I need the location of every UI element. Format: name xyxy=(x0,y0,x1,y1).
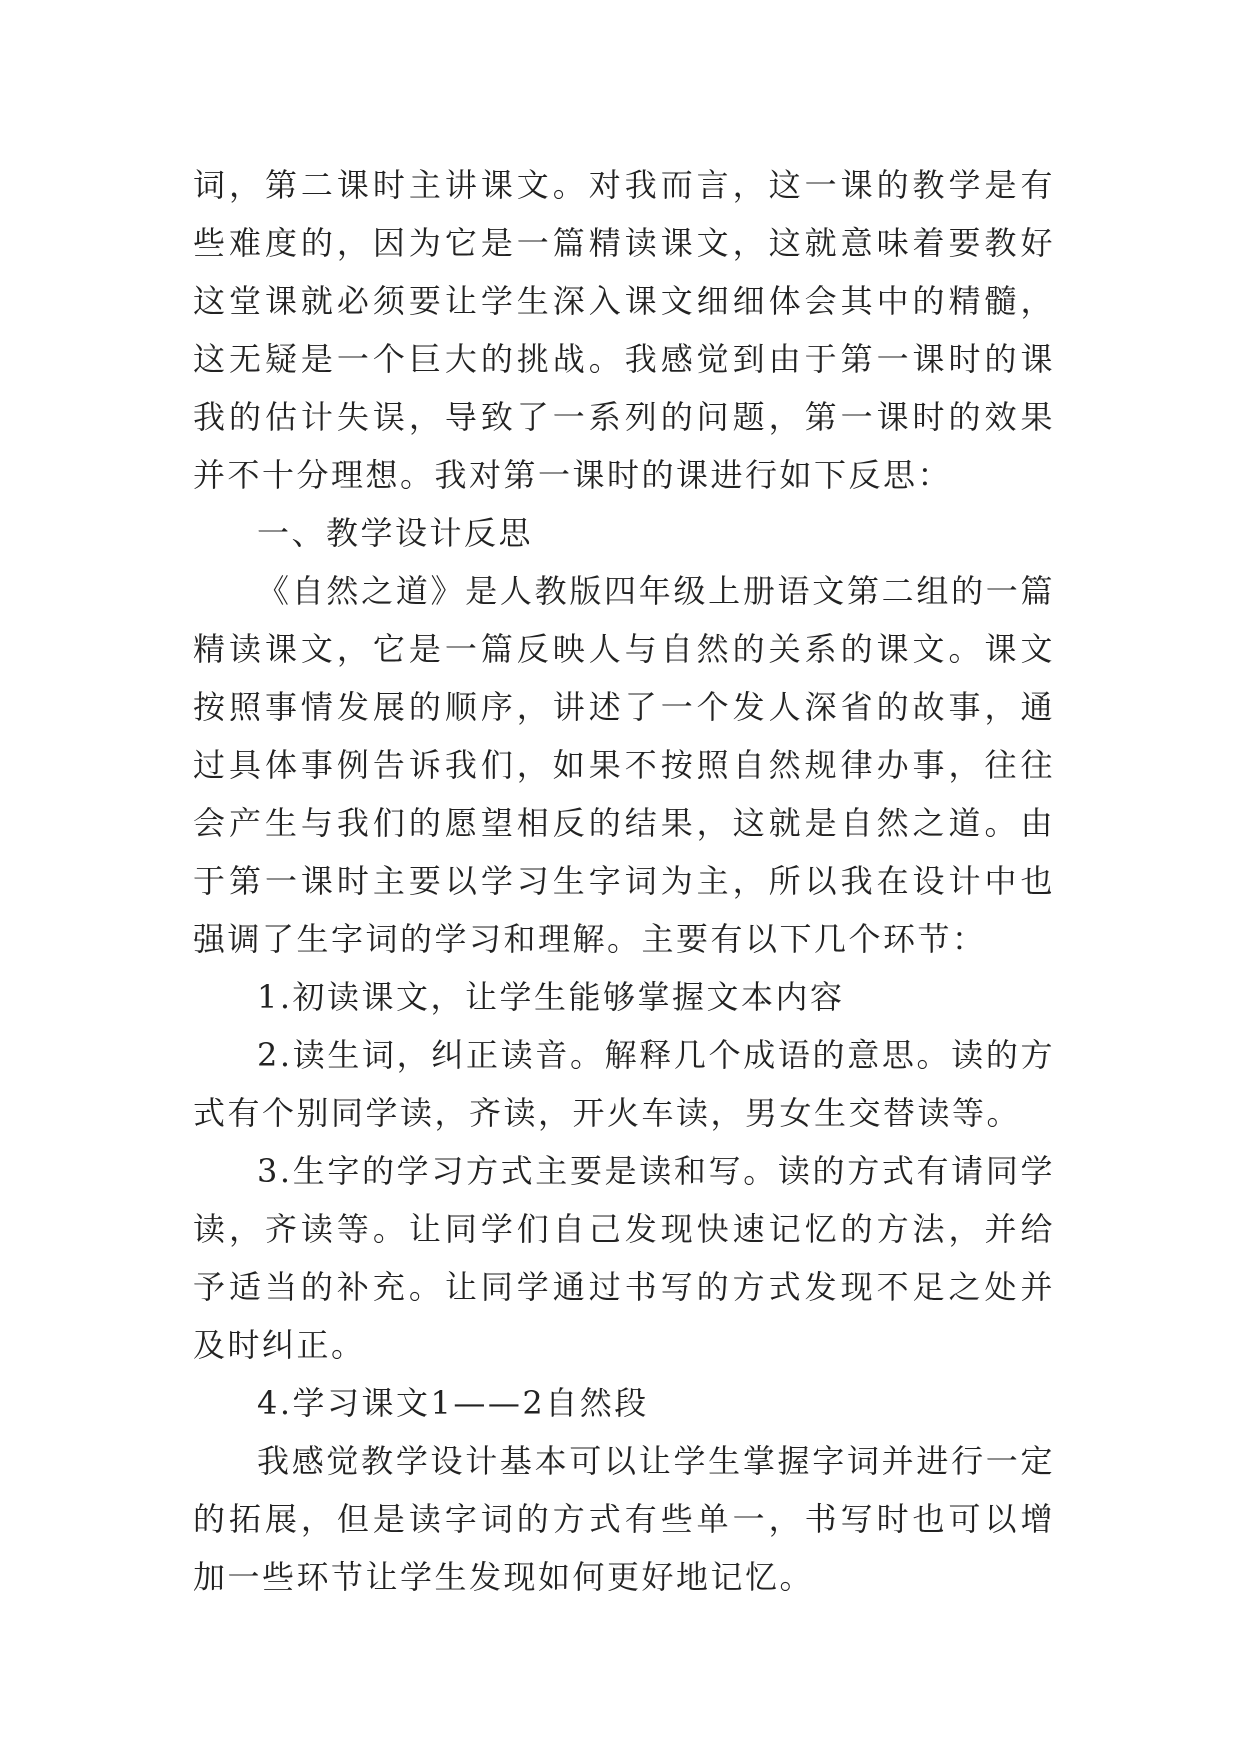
paragraph-reflection: 我感觉教学设计基本可以让学生掌握字词并进行一定的拓展，但是读字词的方式有些单一，书写时也可以增加一些环节让学生发现如何更好地记忆。 xyxy=(193,1442,1055,1596)
paragraph-intro-continued: 词，第二课时主讲课文。对我而言，这一课的教学是有些难度的，因为它是一篇精读课文，这就意味着要教好这堂课就必须要让学生深入课文细细体会其中的精髓，这无疑是一个巨大的挑战。我感觉到由于第一课时的课我的估计失误，导致了一系列的问题，第一课时的效果并不十分理想。我对第一课时的课进行如下反思： xyxy=(193,166,1055,494)
section-heading-teaching-design: 一、教学设计反思 xyxy=(257,514,534,552)
list-item-3: 3.生字的学习方式主要是读和写。读的方式有请同学读，齐读等。让同学们自己发现快速记忆的方法，并给予适当的补充。让同学通过书写的方式发现不足之处并及时纠正。 xyxy=(193,1152,1055,1364)
document-page xyxy=(193,156,1055,1606)
list-item-2: 2.读生词，纠正读音。解释几个成语的意思。读的方式有个别同学读，齐读，开火车读，男女生交替读等。 xyxy=(193,1036,1055,1132)
list-item-1: 1.初读课文，让学生能够掌握文本内容 xyxy=(257,978,845,1016)
list-item-4: 4.学习课文1——2自然段 xyxy=(257,1384,649,1422)
paragraph-lesson-overview: 《自然之道》是人教版四年级上册语文第二组的一篇精读课文，它是一篇反映人与自然的关系的课文。课文按照事情发展的顺序，讲述了一个发人深省的故事，通过具体事例告诉我们，如果不按照自然规律办事，往往会产生与我们的愿望相反的结果，这就是自然之道。由于第一课时主要以学习生字词为主，所以我在设计中也强调了生字词的学习和理解。主要有以下几个环节： xyxy=(193,572,1055,958)
